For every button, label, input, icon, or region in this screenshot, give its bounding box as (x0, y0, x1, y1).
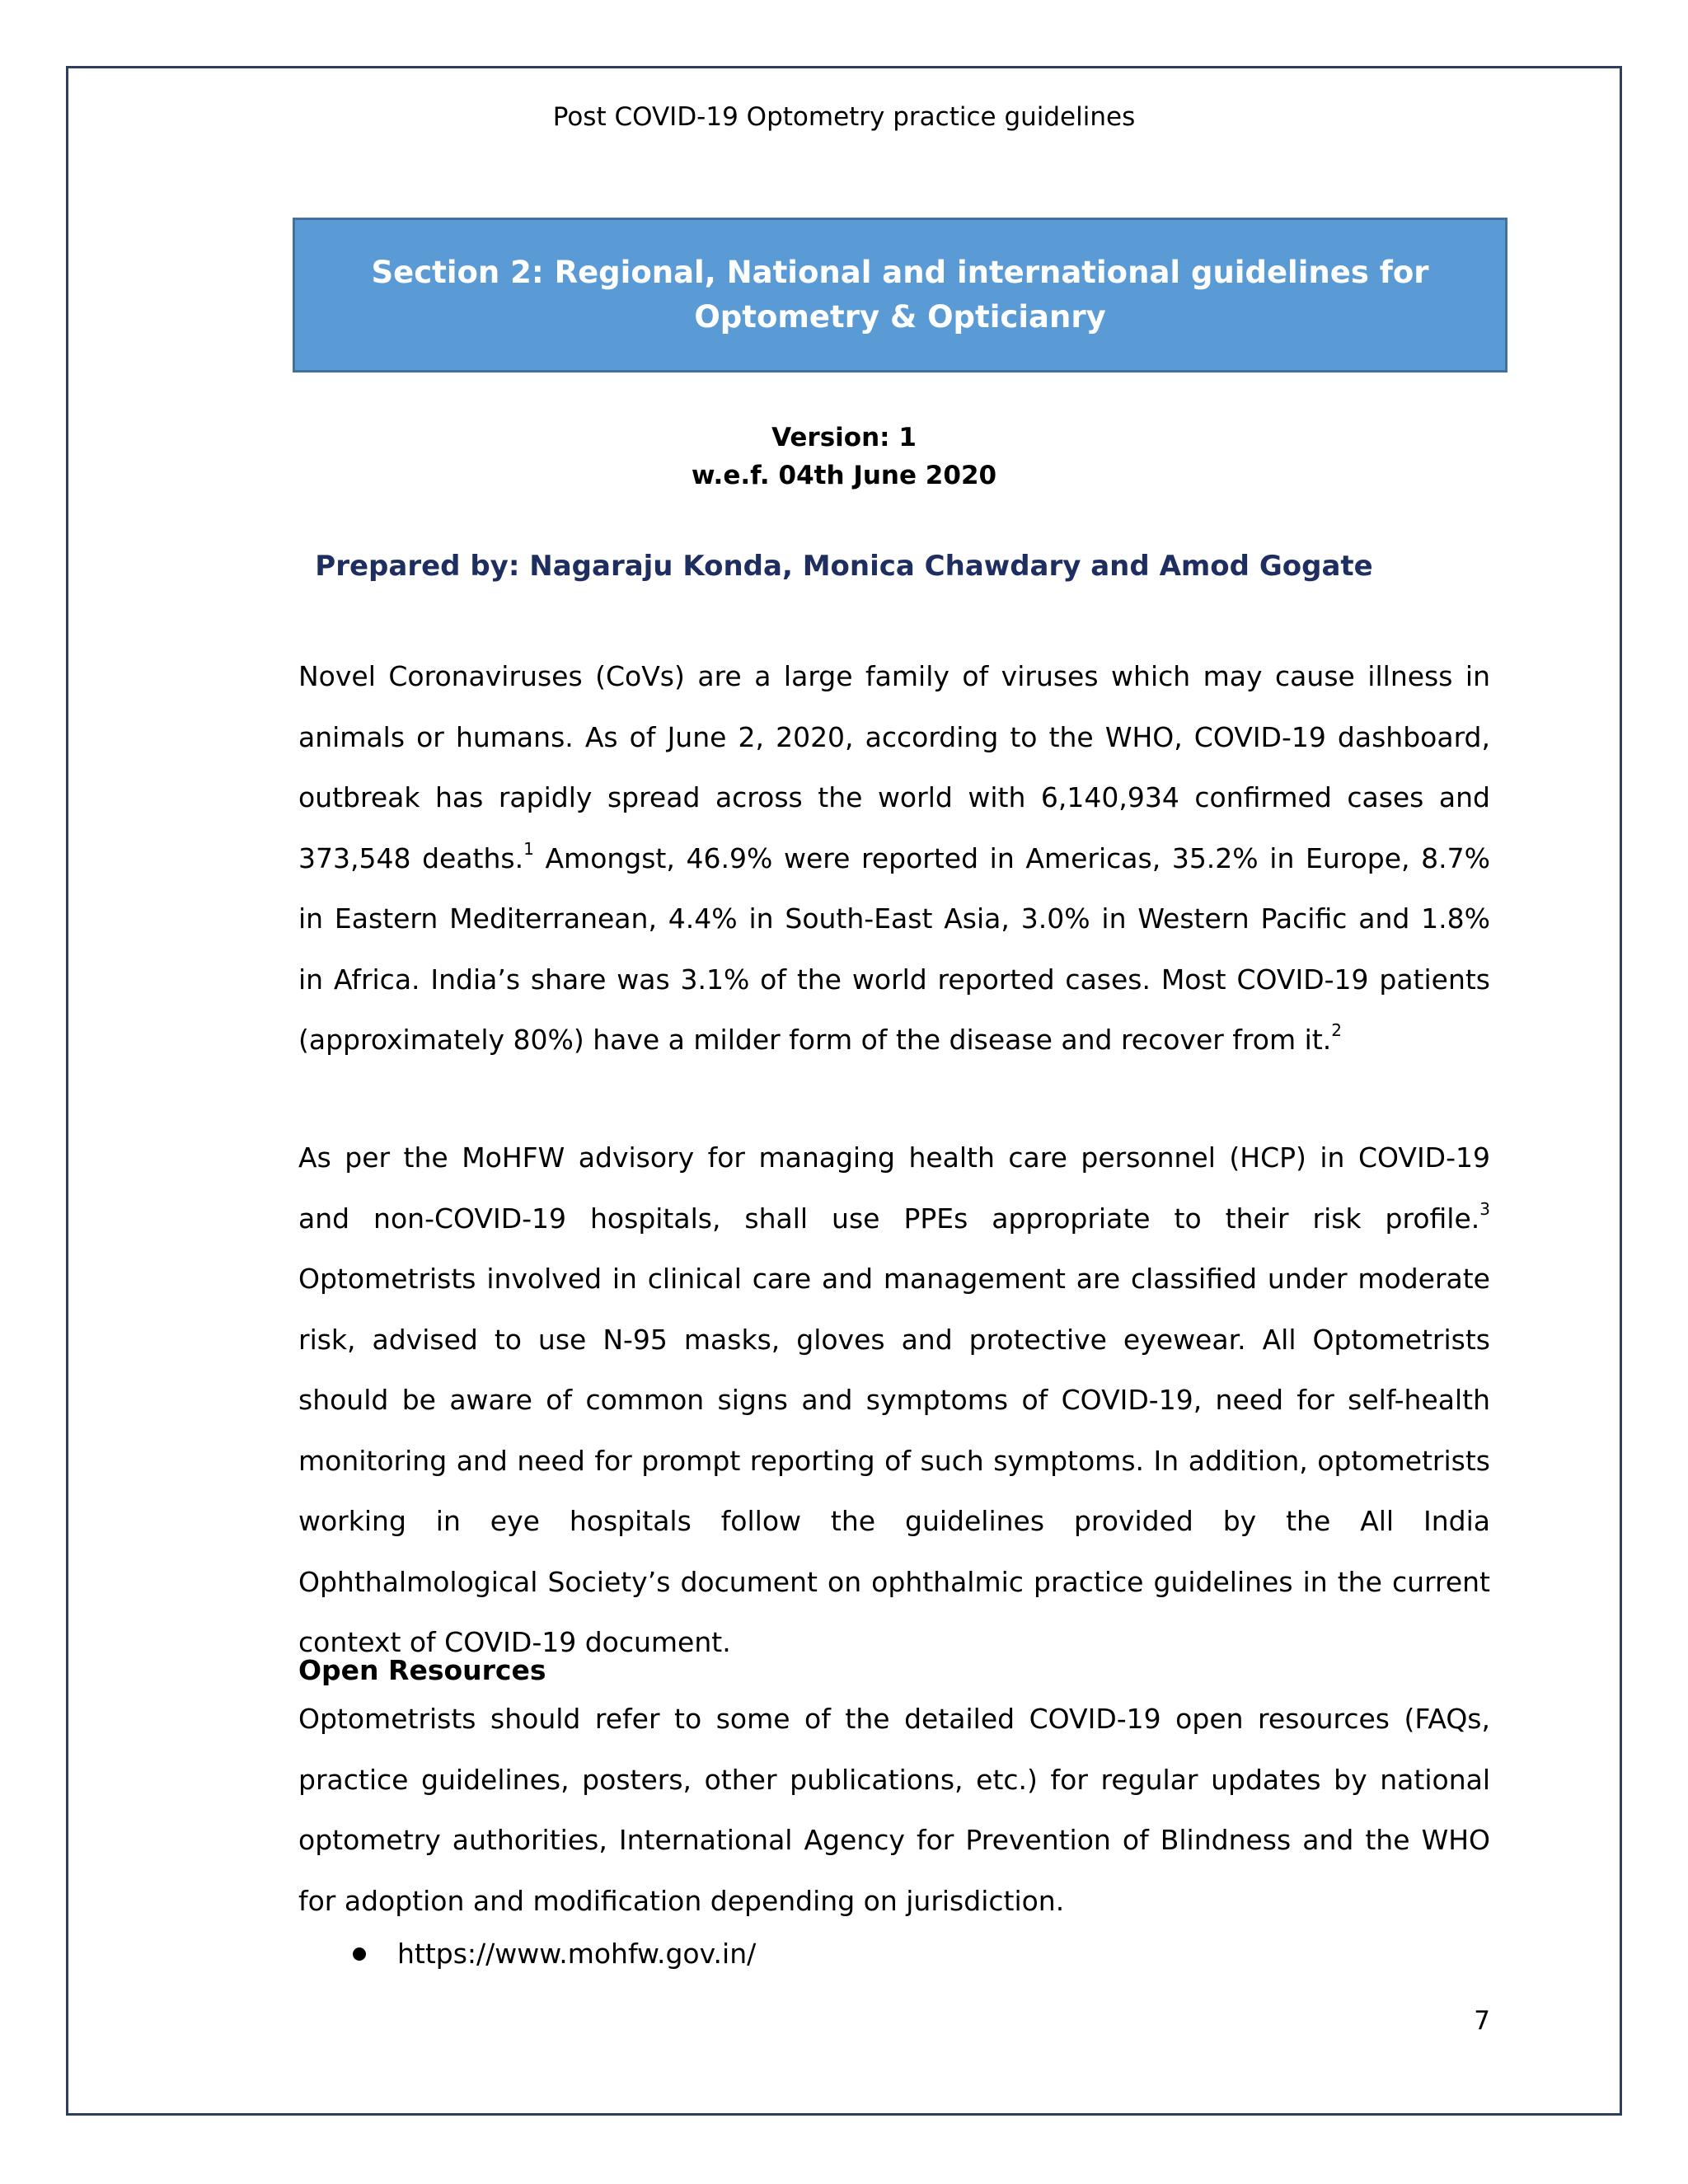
page-number: 7 (1474, 2006, 1490, 2036)
intro-text-a: Novel Coronaviruses (CoVs) are a large family of viruses which may cause illness in animals or humans. As of June 2, 2020, according to the WHO, COVID-19 dashboard, outbreak has rapidly spread across the world with 6,140,934 confirmed cases and 373,548 deaths. (298, 660, 1490, 874)
version-label: Version: 1 (771, 423, 917, 452)
effective-date: w.e.f. 04th June 2020 (691, 461, 997, 490)
resource-link-mohfw[interactable]: https://www.mohfw.gov.in/ (397, 1938, 757, 1970)
footnote-ref-2: 2 (1331, 1020, 1342, 1040)
open-resources-paragraph: Optometrists should refer to some of the detailed COVID-19 open resources (FAQs, practice guidelines, posters, other publications, etc.) for regular updates by national optometry authorities, International Agency for Prevention of Blindness and the WHO for adoption and modification depending on jurisdiction. (298, 1703, 1490, 1917)
advisory-paragraph (298, 1127, 1490, 1673)
footnote-ref-1: 1 (523, 838, 534, 859)
list-item (298, 1929, 1490, 1979)
running-header: Post COVID-19 Optometry practice guidelines (552, 102, 1136, 132)
intro-text-b: Amongst, 46.9% were reported in Americas, 35.2% in Europe, 8.7% in Eastern Mediterranean, 4.4% in South-East Asia, 3.0% in Western Pacific and 1.8% in Africa. India’s share was 3.1% of the world reported cases. Most COVID-19 patients (approximately 80%) have a milder form of the disease and recover from it. (298, 841, 1490, 1056)
intro-paragraph (298, 646, 1490, 1071)
footnote-ref-3: 3 (1479, 1198, 1490, 1219)
open-resources-heading: Open Resources (298, 1654, 546, 1686)
prepared-by: Prepared by: Nagaraju Konda, Monica Chawdary and Amod Gogate (315, 550, 1373, 583)
advisory-text-b: Optometrists involved in clinical care and management are classified under moderate risk, advised to use N-95 masks, gloves and protective eyewear. All Optometrists should be aware of common signs and symptoms of COVID-19, need for self-health monitoring and need for prompt reporting of such symptoms. In addition, optometrists working in eye hospitals follow the guidelines provided by the All India Ophthalmological Society’s document on ophthalmic practice guidelines in the current context of COVID-19 document. (298, 1263, 1490, 1658)
resource-link-list (298, 1929, 1490, 1979)
section-title-box (293, 218, 1507, 373)
section-title: Section 2: Regional, National and international guidelines for Optometry & Opticianry (371, 255, 1429, 335)
version-block (0, 419, 1688, 494)
bullet-icon (353, 1947, 366, 1961)
advisory-text-a: As per the MoHFW advisory for managing health care personnel (HCP) in COVID-19 and non-COVID-19 hospitals, shall use PPEs appropriate to their risk profile. (298, 1141, 1490, 1235)
